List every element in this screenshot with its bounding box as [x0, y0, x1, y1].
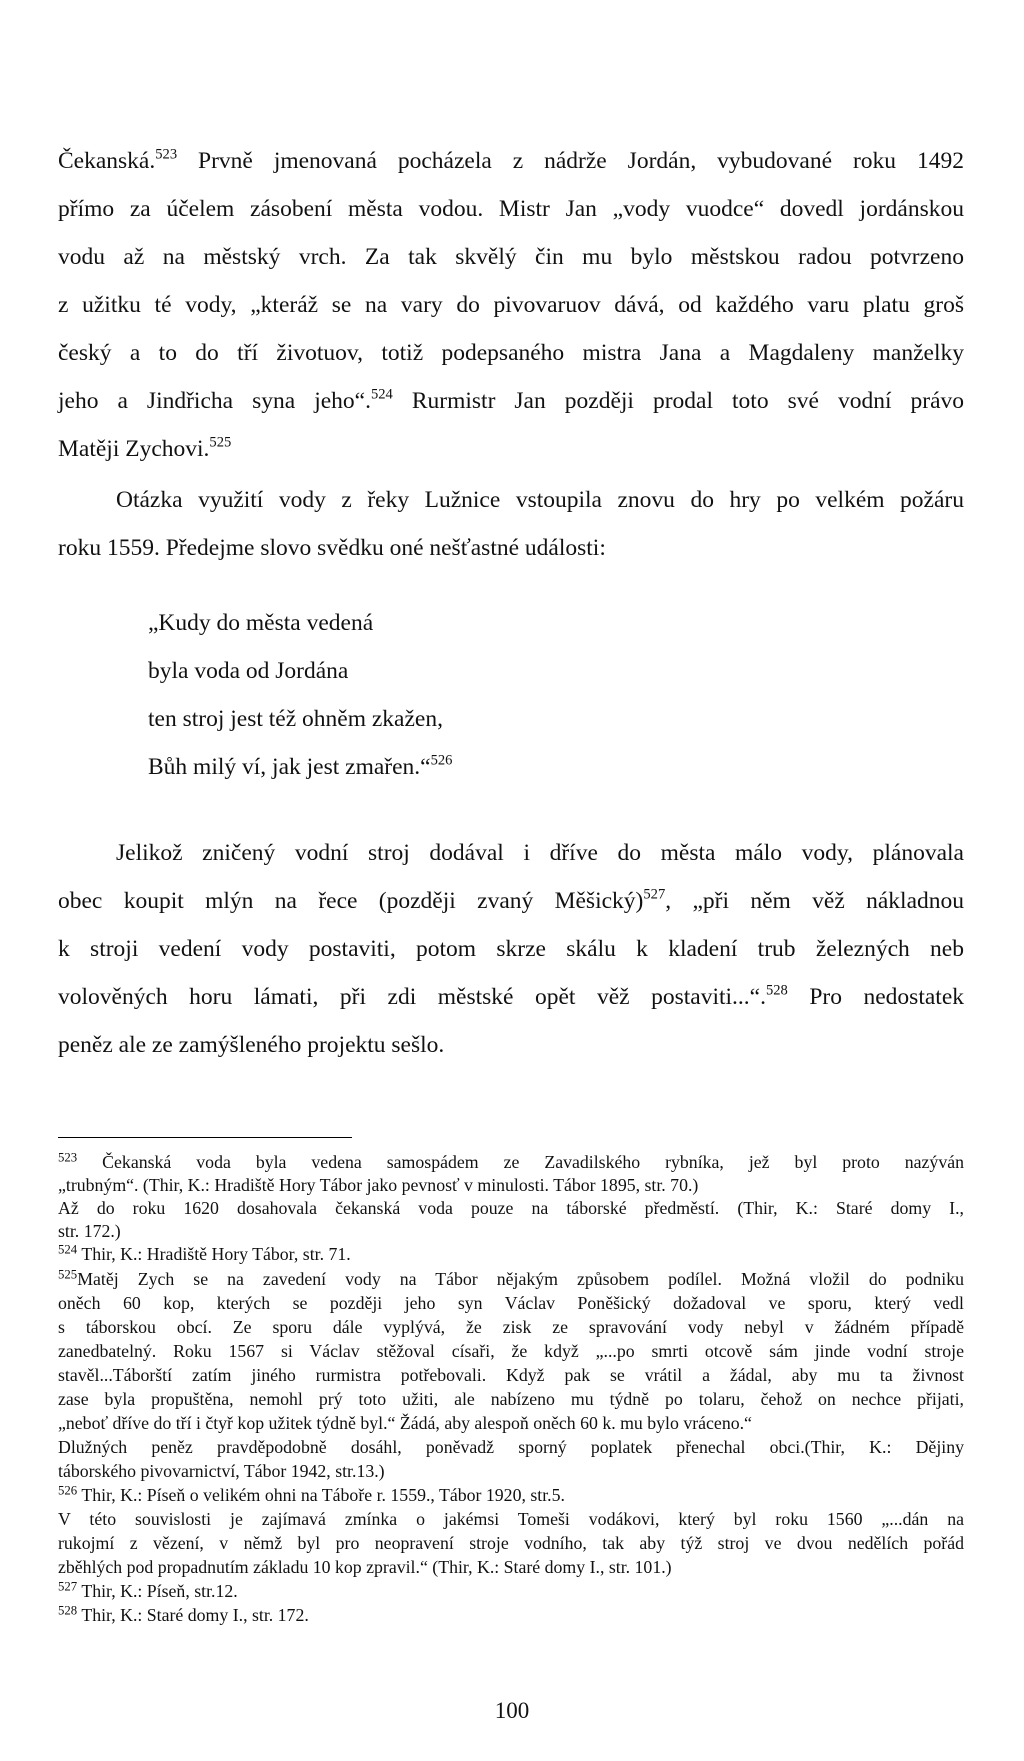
body-line: peněz ale ze zamýšleného projektu sešlo.: [58, 1032, 445, 1058]
footnote-line: s táborskou obcí. Ze sporu dále vyplývá, že zisk ze spravování vody nebyl v žádném případě: [58, 1317, 964, 1337]
poem-line: byla voda od Jordána: [148, 658, 349, 684]
poem-line: ten stroj jest též ohněm zkažen,: [148, 706, 443, 732]
footnote-line: rukojmí z vězení, v němž byl pro neopravení stroje vodního, tak aby týž stroj ve dvou nedělích pořád: [58, 1533, 964, 1553]
body-line: volověných horu lámati, při zdi městské opět věž postaviti...“.$^{528}$ Pro nedostatek: [58, 982, 964, 1010]
footnote-line: $^{528}$ Thir, K.: Staré domy I., str. 172.: [58, 1603, 309, 1625]
footnote-line: oněch 60 kop, kterých se později jeho syn Václav Poněšický dožadoval ve sporu, který vedl: [58, 1293, 964, 1313]
footnote-line: $^{524}$ Thir, K.: Hradiště Hory Tábor, str. 71.: [58, 1242, 351, 1264]
footnote-ref[interactable]: 526: [430, 752, 453, 769]
footnote-line: Dlužných peněz pravděpodobně dosáhl, poněvadž sporný poplatek přenechal obci.(Thir, K.: Dějiny: [58, 1437, 964, 1457]
footnote-line: „trubným“. (Thir, K.: Hradiště Hory Tábor jako pevnosť v minulosti. Tábor 1895, str. 70.): [58, 1175, 699, 1195]
footnote-line: Až do roku 1620 dosahovala čekanská voda pouze na táborské předměstí. (Thir, K.: Staré domy I.,: [58, 1198, 964, 1218]
page-number: 100: [494, 1698, 530, 1723]
footnote-ref[interactable]: 524: [370, 386, 393, 403]
footnote-ref[interactable]: 527: [643, 886, 666, 903]
footnote-line: str. 172.): [58, 1221, 121, 1241]
footnote-line: stavěl...Táborští zatím jiného rurmistra potřebovali. Když pak se vrátil a žádal, aby mu ta živnost: [58, 1365, 964, 1385]
footnote-line: zanedbatelný. Roku 1567 si Václav stěžoval císaři, že když „...po smrti otcově sám jinde vodní stroje: [58, 1341, 964, 1361]
footnote-line: zase byla propuštěna, nemohl prý toto užiti, ale nabízeno mu týdně po tolaru, čehož on nechce přijati,: [58, 1389, 964, 1409]
body-line: jeho a Jindřicha syna jeho“.$^{524}$ Rurmistr Jan později prodal toto své vodní právo: [58, 386, 964, 414]
footnote-line: V této souvislosti je zajímavá zmínka o jakémsi Tomeši vodákovi, který byl roku 1560 „...dán na: [58, 1509, 964, 1529]
body-line: Matěji Zychovi.$^{525}$: [58, 434, 232, 462]
footnote-separator: [58, 1137, 352, 1138]
footnote-ref[interactable]: 528: [765, 982, 788, 999]
footnote-line: $^{523}$ Čekanská voda byla vedena samospádem ze Zavadilského rybníka, jež byl proto nazýván: [58, 1150, 964, 1172]
footnote-line: „neboť dříve do tří i čtyř kop užitek týdně byl.“ Žádá, aby alespoň oněch 60 k. mu bylo vráceno.“: [58, 1413, 752, 1433]
body-line: Otázka využití vody z řeky Lužnice vstoupila znovu do hry po velkém požáru: [116, 487, 964, 513]
body-line: Jelikož zničený vodní stroj dodával i dříve do města málo vody, plánovala: [116, 840, 964, 866]
footnote-line: $^{527}$ Thir, K.: Píseň, str.12.: [58, 1579, 238, 1601]
footnote-line: $^{525}$Matěj Zych se na zavedení vody na Tábor nějakým způsobem podílel. Možná vložil do podniku: [58, 1267, 964, 1289]
body-line: přímo za účelem zásobení města vodou. Mistr Jan „vody vuodce“ dovedl jordánskou: [58, 196, 964, 222]
poem-line: „Kudy do města vedená: [148, 610, 374, 636]
body-line: obec koupit mlýn na řece (později zvaný Měšický)$^{527}$, „při něm věž nákladnou: [58, 886, 965, 914]
body-line: Čekanská.$^{523}$ Prvně jmenovaná pocházela z nádrže Jordán, vybudované roku 1492: [58, 146, 964, 174]
body-line: roku 1559. Předejme slovo svědku oné nešťastné události:: [58, 535, 606, 561]
footnote-line: táborského pivovarnictví, Tábor 1942, str.13.): [58, 1461, 385, 1481]
body-line: z užitku té vody, „kteráž se na vary do pivovaruov dává, od každého varu platu groš: [58, 292, 964, 318]
footnote-line: zběhlých pod propadnutím základu 10 kop zpravil.“ (Thir, K.: Staré domy I., str. 101.): [58, 1557, 672, 1577]
poem-line: Bůh milý ví, jak jest zmařen.“$^{526}$: [148, 752, 453, 780]
body-line: vodu až na městský vrch. Za tak skvělý čin mu bylo městskou radou potvrzeno: [58, 244, 964, 270]
body-line: český a to do tří životuov, totiž podepsaného mistra Jana a Magdaleny manželky: [58, 340, 964, 366]
footnote-ref[interactable]: 523: [155, 146, 178, 163]
body-line: k stroji vedení vody postaviti, potom skrze skálu k kladení trub železných neb: [58, 936, 964, 962]
footnote-ref[interactable]: 525: [209, 434, 232, 451]
footnote-line: $^{526}$ Thir, K.: Píseň o velikém ohni na Táboře r. 1559., Tábor 1920, str.5.: [58, 1483, 565, 1505]
